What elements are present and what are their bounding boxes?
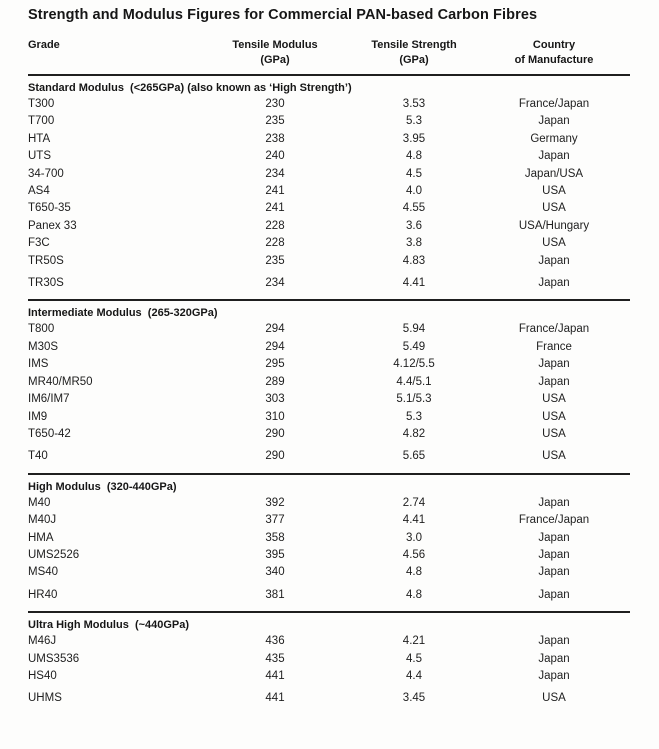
grade-cell: T700: [28, 115, 55, 128]
tensile-modulus-cell: 234: [265, 277, 285, 290]
table-row: [28, 448, 630, 465]
tensile-strength-cell: 4.41: [402, 277, 426, 290]
column-header-tensile-modulus: [200, 38, 350, 67]
grade-cell: T300: [28, 98, 55, 110]
table-row: [28, 321, 630, 338]
table-row: [28, 530, 630, 547]
table-section: [28, 619, 630, 708]
column-header-country: [478, 38, 630, 67]
table-row: [28, 275, 630, 292]
tensile-strength-cell: 5.49: [402, 340, 426, 353]
tensile-strength-cell: 3.0: [406, 531, 422, 544]
column-header-tensile-strength-sub: (GPa): [399, 53, 429, 66]
country-cell: France/Japan: [518, 514, 590, 527]
country-cell: USA: [542, 237, 566, 250]
grade-cell: HR40: [28, 588, 58, 601]
grade-cell: F3C: [28, 237, 50, 250]
column-header-country-sub: of Manufacture: [514, 53, 594, 66]
table-section: [28, 307, 630, 474]
country-cell: USA: [542, 393, 566, 406]
table-row: [28, 253, 630, 270]
tensile-modulus-cell: 381: [265, 588, 285, 601]
tensile-modulus-cell: 230: [265, 98, 285, 110]
column-header-tensile-strength: [350, 38, 478, 67]
tensile-strength-cell: 4.41: [402, 514, 426, 527]
tensile-modulus-cell: 303: [265, 393, 285, 406]
tensile-strength-cell: 5.3: [406, 115, 422, 128]
country-cell: Japan: [538, 669, 570, 682]
tensile-strength-cell: 4.4/5.1: [396, 375, 432, 388]
country-cell: Japan: [538, 375, 570, 388]
table-row: [28, 426, 630, 443]
country-cell: Japan/USA: [524, 167, 584, 180]
country-cell: Germany: [530, 132, 578, 145]
tensile-strength-cell: 4.4: [406, 669, 422, 682]
country-cell: France/Japan: [518, 323, 590, 336]
grade-cell: TR30S: [28, 277, 64, 290]
section-header: High Modulus (320-440GPa): [28, 480, 177, 493]
country-cell: Japan: [538, 531, 570, 544]
tensile-strength-cell: 4.8: [406, 150, 422, 163]
tensile-modulus-cell: 235: [265, 115, 285, 128]
table-row: [28, 200, 630, 217]
table-row: [28, 564, 630, 581]
tensile-modulus-cell: 340: [265, 566, 285, 579]
grade-cell: UHMS: [28, 692, 62, 705]
section-rows: [28, 96, 630, 292]
tensile-modulus-cell: 289: [265, 375, 285, 388]
tensile-strength-cell: 4.5: [406, 652, 422, 665]
section-divider-line: [28, 611, 630, 613]
table-row: [28, 409, 630, 426]
tensile-modulus-cell: 241: [265, 202, 285, 215]
tensile-modulus-cell: 240: [265, 150, 285, 163]
country-cell: Japan: [538, 566, 570, 579]
tensile-modulus-cell: 294: [265, 323, 285, 336]
country-cell: USA: [542, 202, 566, 215]
grade-cell: HS40: [28, 669, 57, 682]
tensile-modulus-cell: 294: [265, 340, 285, 353]
tensile-strength-cell: 5.94: [402, 323, 426, 336]
country-cell: USA/Hungary: [518, 219, 590, 232]
column-header-tensile-modulus-label: Tensile Modulus: [232, 39, 318, 51]
column-header-country-label: Country: [532, 39, 576, 51]
tensile-strength-cell: 2.74: [402, 496, 426, 509]
tensile-strength-cell: 4.55: [402, 202, 426, 215]
column-header-tensile-strength-label: Tensile Strength: [371, 39, 457, 51]
country-cell: France/Japan: [518, 98, 590, 110]
grade-cell: T650-42: [28, 427, 71, 440]
tensile-strength-cell: 4.0: [406, 185, 422, 198]
grade-cell: TR50S: [28, 254, 64, 267]
section-divider-line: [28, 299, 630, 301]
tensile-strength-cell: 4.21: [402, 635, 426, 648]
country-cell: Japan: [538, 652, 570, 665]
grade-cell: UMS2526: [28, 548, 80, 561]
tensile-modulus-cell: 290: [265, 450, 285, 463]
tensile-modulus-cell: 234: [265, 167, 285, 180]
tensile-strength-cell: 4.56: [402, 548, 426, 561]
table-row: [28, 96, 630, 113]
table-row: [28, 587, 630, 604]
tensile-strength-cell: 3.95: [402, 132, 426, 145]
table-row: [28, 339, 630, 356]
tensile-strength-cell: 4.8: [406, 566, 422, 579]
table-body: [28, 82, 630, 708]
tensile-modulus-cell: 290: [265, 427, 285, 440]
tensile-modulus-cell: 435: [265, 652, 285, 665]
tensile-modulus-cell: 310: [265, 410, 285, 423]
table-row: [28, 374, 630, 391]
grade-cell: MS40: [28, 566, 59, 579]
tensile-modulus-cell: 441: [265, 692, 285, 705]
tensile-modulus-cell: 395: [265, 548, 285, 561]
grade-cell: T800: [28, 323, 55, 336]
table-section: [28, 82, 630, 301]
table-row: [28, 512, 630, 529]
tensile-modulus-cell: 235: [265, 254, 285, 267]
table-row: [28, 668, 630, 685]
tensile-strength-cell: 4.82: [402, 427, 426, 440]
country-cell: USA: [542, 692, 566, 705]
grade-cell: AS4: [28, 185, 50, 198]
country-cell: Japan: [538, 358, 570, 371]
grade-cell: UTS: [28, 150, 51, 163]
country-cell: Japan: [538, 496, 570, 509]
section-rows: [28, 495, 630, 604]
tensile-modulus-cell: 238: [265, 132, 285, 145]
grade-cell: T40: [28, 450, 48, 463]
page-title: Strength and Modulus Figures for Commercial PAN-based Carbon Fibres: [28, 7, 538, 23]
tensile-strength-cell: 3.45: [402, 692, 426, 705]
tensile-modulus-cell: 241: [265, 185, 285, 198]
section-divider-line: [28, 473, 630, 475]
grade-cell: M40J: [28, 514, 57, 527]
country-cell: Japan: [538, 548, 570, 561]
grade-cell: 34-700: [28, 167, 64, 180]
tensile-strength-cell: 4.8: [406, 588, 422, 601]
table-row: [28, 651, 630, 668]
country-cell: USA: [542, 450, 566, 463]
country-cell: Japan: [538, 150, 570, 163]
tensile-strength-cell: 4.83: [402, 254, 426, 267]
tensile-modulus-cell: 228: [265, 237, 285, 250]
country-cell: Japan: [538, 254, 570, 267]
section-rows: [28, 321, 630, 465]
table-row: [28, 547, 630, 564]
grade-cell: M46J: [28, 635, 57, 648]
country-cell: USA: [542, 427, 566, 440]
column-header-grade: [28, 38, 200, 53]
table-header-row: [28, 38, 630, 67]
tensile-strength-cell: 4.5: [406, 167, 422, 180]
grade-cell: HTA: [28, 132, 51, 145]
tensile-strength-cell: 5.1/5.3: [396, 393, 432, 406]
section-header: Intermediate Modulus (265-320GPa): [28, 307, 218, 320]
tensile-modulus-cell: 377: [265, 514, 285, 527]
table-row: [28, 113, 630, 130]
country-cell: Japan: [538, 588, 570, 601]
country-cell: USA: [542, 185, 566, 198]
tensile-modulus-cell: 358: [265, 531, 285, 544]
table-row: [28, 235, 630, 252]
table-row: [28, 690, 630, 707]
section-header: Standard Modulus (<265GPa) (also known as ‘High Strength’): [28, 82, 352, 94]
tensile-modulus-cell: 228: [265, 219, 285, 232]
grade-cell: Panex 33: [28, 219, 77, 232]
grade-cell: IM9: [28, 410, 48, 423]
table-row: [28, 183, 630, 200]
header-divider-line: [28, 74, 630, 76]
grade-cell: IMS: [28, 358, 49, 371]
tensile-modulus-cell: 392: [265, 496, 285, 509]
table-row: [28, 166, 630, 183]
grade-cell: MR40/MR50: [28, 375, 93, 388]
tensile-strength-cell: 5.3: [406, 410, 422, 423]
country-cell: Japan: [538, 635, 570, 648]
table-row: [28, 495, 630, 512]
tensile-strength-cell: 3.8: [406, 237, 422, 250]
tensile-modulus-cell: 441: [265, 669, 285, 682]
tensile-strength-cell: 4.12/5.5: [393, 358, 435, 371]
tensile-strength-cell: 3.6: [406, 219, 422, 232]
tensile-strength-cell: 3.53: [402, 98, 426, 110]
table-row: [28, 391, 630, 408]
table-row: [28, 356, 630, 373]
tensile-modulus-cell: 295: [265, 358, 285, 371]
country-cell: Japan: [538, 115, 570, 128]
section-rows: [28, 633, 630, 708]
table-row: [28, 131, 630, 148]
grade-cell: UMS3536: [28, 652, 80, 665]
table-row: [28, 148, 630, 165]
table-row: [28, 218, 630, 235]
country-cell: USA: [542, 410, 566, 423]
tensile-modulus-cell: 436: [265, 635, 285, 648]
country-cell: France: [536, 340, 572, 353]
grade-cell: M30S: [28, 340, 59, 353]
table-row: [28, 633, 630, 650]
grade-cell: HMA: [28, 531, 54, 544]
section-header: Ultra High Modulus (~440GPa): [28, 619, 190, 632]
table-section: [28, 481, 630, 613]
grade-cell: IM6/IM7: [28, 393, 70, 406]
column-header-tensile-modulus-sub: (GPa): [260, 53, 290, 66]
tensile-strength-cell: 5.65: [402, 450, 426, 463]
country-cell: Japan: [538, 277, 570, 290]
grade-cell: T650-35: [28, 202, 71, 215]
column-header-grade-label: Grade: [28, 39, 60, 51]
grade-cell: M40: [28, 496, 51, 509]
